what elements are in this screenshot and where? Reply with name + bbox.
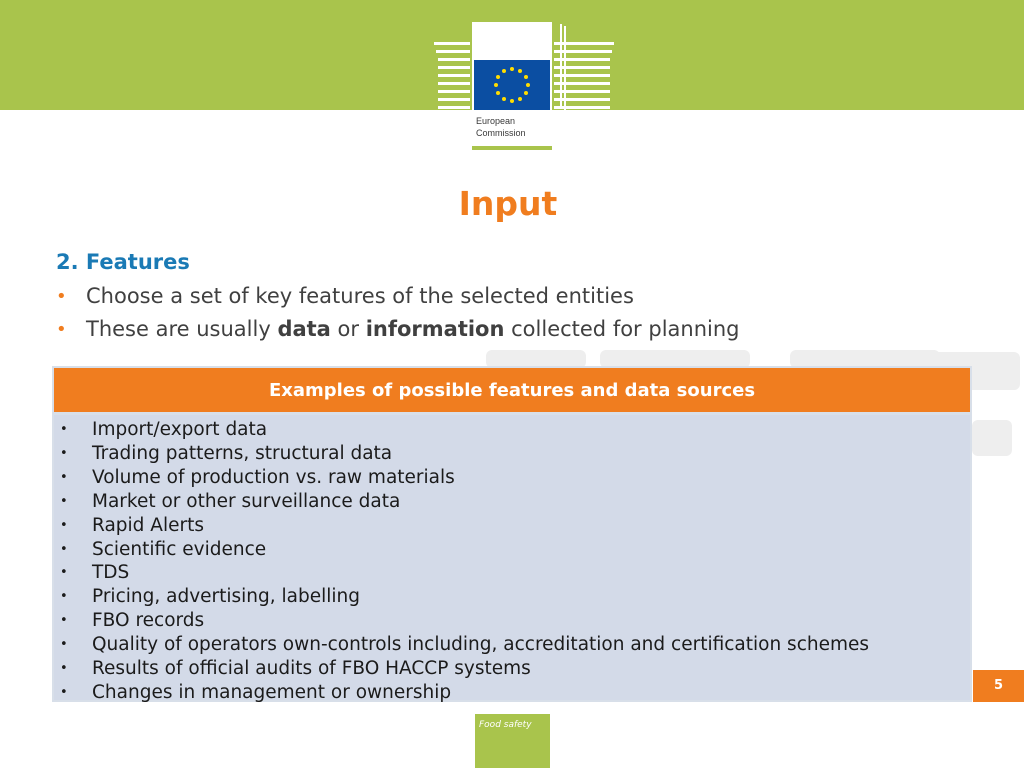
list-item <box>54 514 970 538</box>
logo-text <box>476 115 526 139</box>
table-body <box>54 415 970 703</box>
list-item <box>54 657 970 681</box>
slide-title: Input <box>458 184 558 223</box>
bullet-dot-icon: • <box>60 493 68 509</box>
page-number: 5 <box>973 670 1024 702</box>
list-item-text: TDS <box>92 562 130 584</box>
bullet-text-mid: or <box>330 317 366 341</box>
logo-text-line1: European <box>476 116 516 126</box>
list-item-text: Changes in management or ownership <box>92 681 452 703</box>
bullet-dot-icon: • <box>60 613 68 629</box>
list-item-text: Rapid Alerts <box>92 514 204 536</box>
list-item <box>54 561 970 585</box>
bullet-dot-icon: • <box>60 565 68 581</box>
list-item <box>54 585 970 609</box>
bullet-dot-icon: • <box>56 319 67 340</box>
list-item-text: Trading patterns, structural data <box>92 442 393 464</box>
bullet-dot-icon: • <box>60 661 68 677</box>
list-item-text: Pricing, advertising, labelling <box>92 586 361 608</box>
features-heading: 2. Features <box>56 250 190 274</box>
bullet-dot-icon: • <box>60 589 68 605</box>
footer-label: Food safety <box>479 720 532 730</box>
list-item <box>54 418 970 442</box>
bullet-dot-icon: • <box>60 541 68 557</box>
list-item <box>54 633 970 657</box>
bullet-dot-icon: • <box>60 684 68 700</box>
list-item-text: Scientific evidence <box>92 538 267 560</box>
bullet-text-post: collected for planning <box>504 317 740 341</box>
list-item <box>54 609 970 633</box>
bullet-text-bold-data: data <box>277 317 331 341</box>
table-header: Examples of possible features and data sources <box>54 368 970 412</box>
list-item-text: Market or other surveillance data <box>92 490 401 512</box>
list-item <box>54 442 970 466</box>
examples-list <box>54 415 970 705</box>
bullet-item <box>56 280 956 313</box>
bullet-item <box>56 313 956 346</box>
list-item <box>54 490 970 514</box>
list-item <box>54 538 970 562</box>
bullet-dot-icon: • <box>60 445 68 461</box>
list-item-text: Import/export data <box>92 419 268 440</box>
bullet-text: Choose a set of key features of the selected entities <box>86 284 634 308</box>
bullet-dot-icon: • <box>56 286 67 307</box>
bullet-text-bold-information: information <box>365 317 505 341</box>
bullet-dot-icon: • <box>60 469 68 485</box>
examples-table <box>52 366 972 702</box>
list-item <box>54 681 970 705</box>
bullet-dot-icon: • <box>60 637 68 653</box>
bullet-dot-icon: • <box>60 422 68 437</box>
footer-tab <box>475 714 550 768</box>
list-item-text: Quality of operators own-controls including, accreditation and certification schemes <box>92 634 870 656</box>
bullet-text-pre: These are usually <box>86 317 278 341</box>
list-item-text: Results of official audits of FBO HACCP systems <box>92 658 531 680</box>
european-commission-logo <box>434 22 616 150</box>
features-section <box>56 250 956 346</box>
list-item <box>54 466 970 490</box>
list-item-text: Volume of production vs. raw materials <box>92 466 455 488</box>
list-item-text: FBO records <box>92 610 205 632</box>
bullet-dot-icon: • <box>60 517 68 533</box>
logo-text-line2: Commission <box>476 128 526 138</box>
